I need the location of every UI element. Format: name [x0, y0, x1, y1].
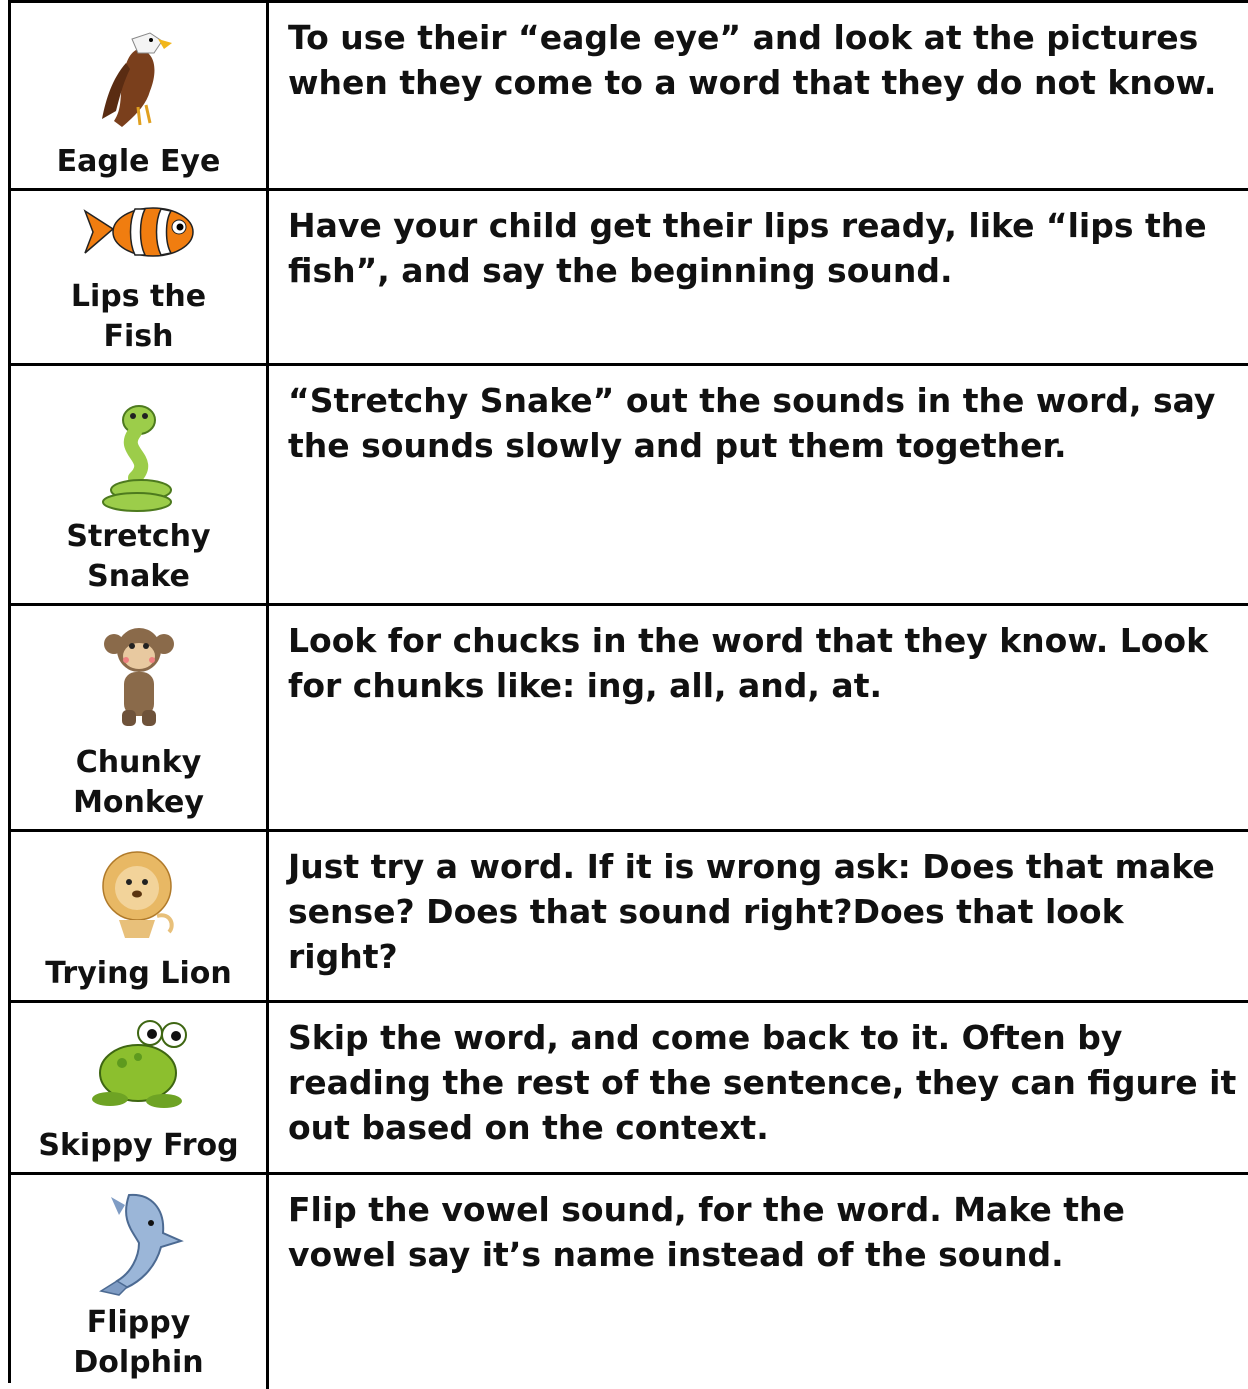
strategy-name: Eagle Eye	[56, 144, 221, 179]
strategy-name: Lips the Fish	[70, 279, 207, 354]
strategy-name: Skippy Frog	[38, 1128, 239, 1163]
strategy-name-cell	[11, 191, 269, 363]
lion-icon	[11, 842, 266, 942]
table-row	[11, 1003, 1248, 1175]
strategy-description: Look for chucks in the word that they know. Look for chunks like: ing, all, and, at.	[288, 621, 1209, 705]
strategy-name-cell	[11, 1175, 269, 1389]
strategy-description: To use their “eagle eye” and look at the pictures when they come to a word that they do not know.	[288, 18, 1217, 102]
fish-icon	[11, 201, 266, 263]
snake-icon	[11, 402, 266, 514]
strategy-name-cell	[11, 3, 269, 188]
strategy-name: Stretchy Snake	[66, 519, 211, 594]
strategy-description: Skip the word, and come back to it. Often by reading the rest of the sentence, they can figure it out based on the context.	[288, 1018, 1237, 1147]
strategy-table	[8, 0, 1248, 1383]
strategy-description: “Stretchy Snake” out the sounds in the word, say the sounds slowly and put them together.	[288, 381, 1216, 465]
strategy-name-cell	[11, 366, 269, 603]
strategy-name-cell	[11, 1003, 269, 1172]
strategy-name: Chunky Monkey	[73, 745, 204, 820]
monkey-icon	[11, 624, 266, 732]
strategy-description: Just try a word. If it is wrong ask: Does that make sense? Does that sound right?Does that look right?	[288, 847, 1215, 976]
eagle-icon	[11, 21, 266, 133]
table-row	[11, 191, 1248, 366]
table-row	[11, 1175, 1248, 1389]
table-row	[11, 832, 1248, 1003]
strategy-name-cell	[11, 832, 269, 1000]
table-row	[11, 3, 1248, 191]
table-row	[11, 606, 1248, 832]
frog-icon	[11, 1017, 266, 1113]
strategy-description: Have your child get their lips ready, like “lips the fish”, and say the beginning sound.	[288, 206, 1207, 290]
dolphin-icon	[11, 1189, 266, 1297]
strategy-name: Flippy Dolphin	[73, 1305, 204, 1380]
table-row	[11, 366, 1248, 606]
strategy-description: Flip the vowel sound, for the word. Make the vowel say it’s name instead of the sound.	[288, 1190, 1125, 1274]
strategy-name-cell	[11, 606, 269, 829]
strategy-name: Trying Lion	[45, 956, 232, 991]
